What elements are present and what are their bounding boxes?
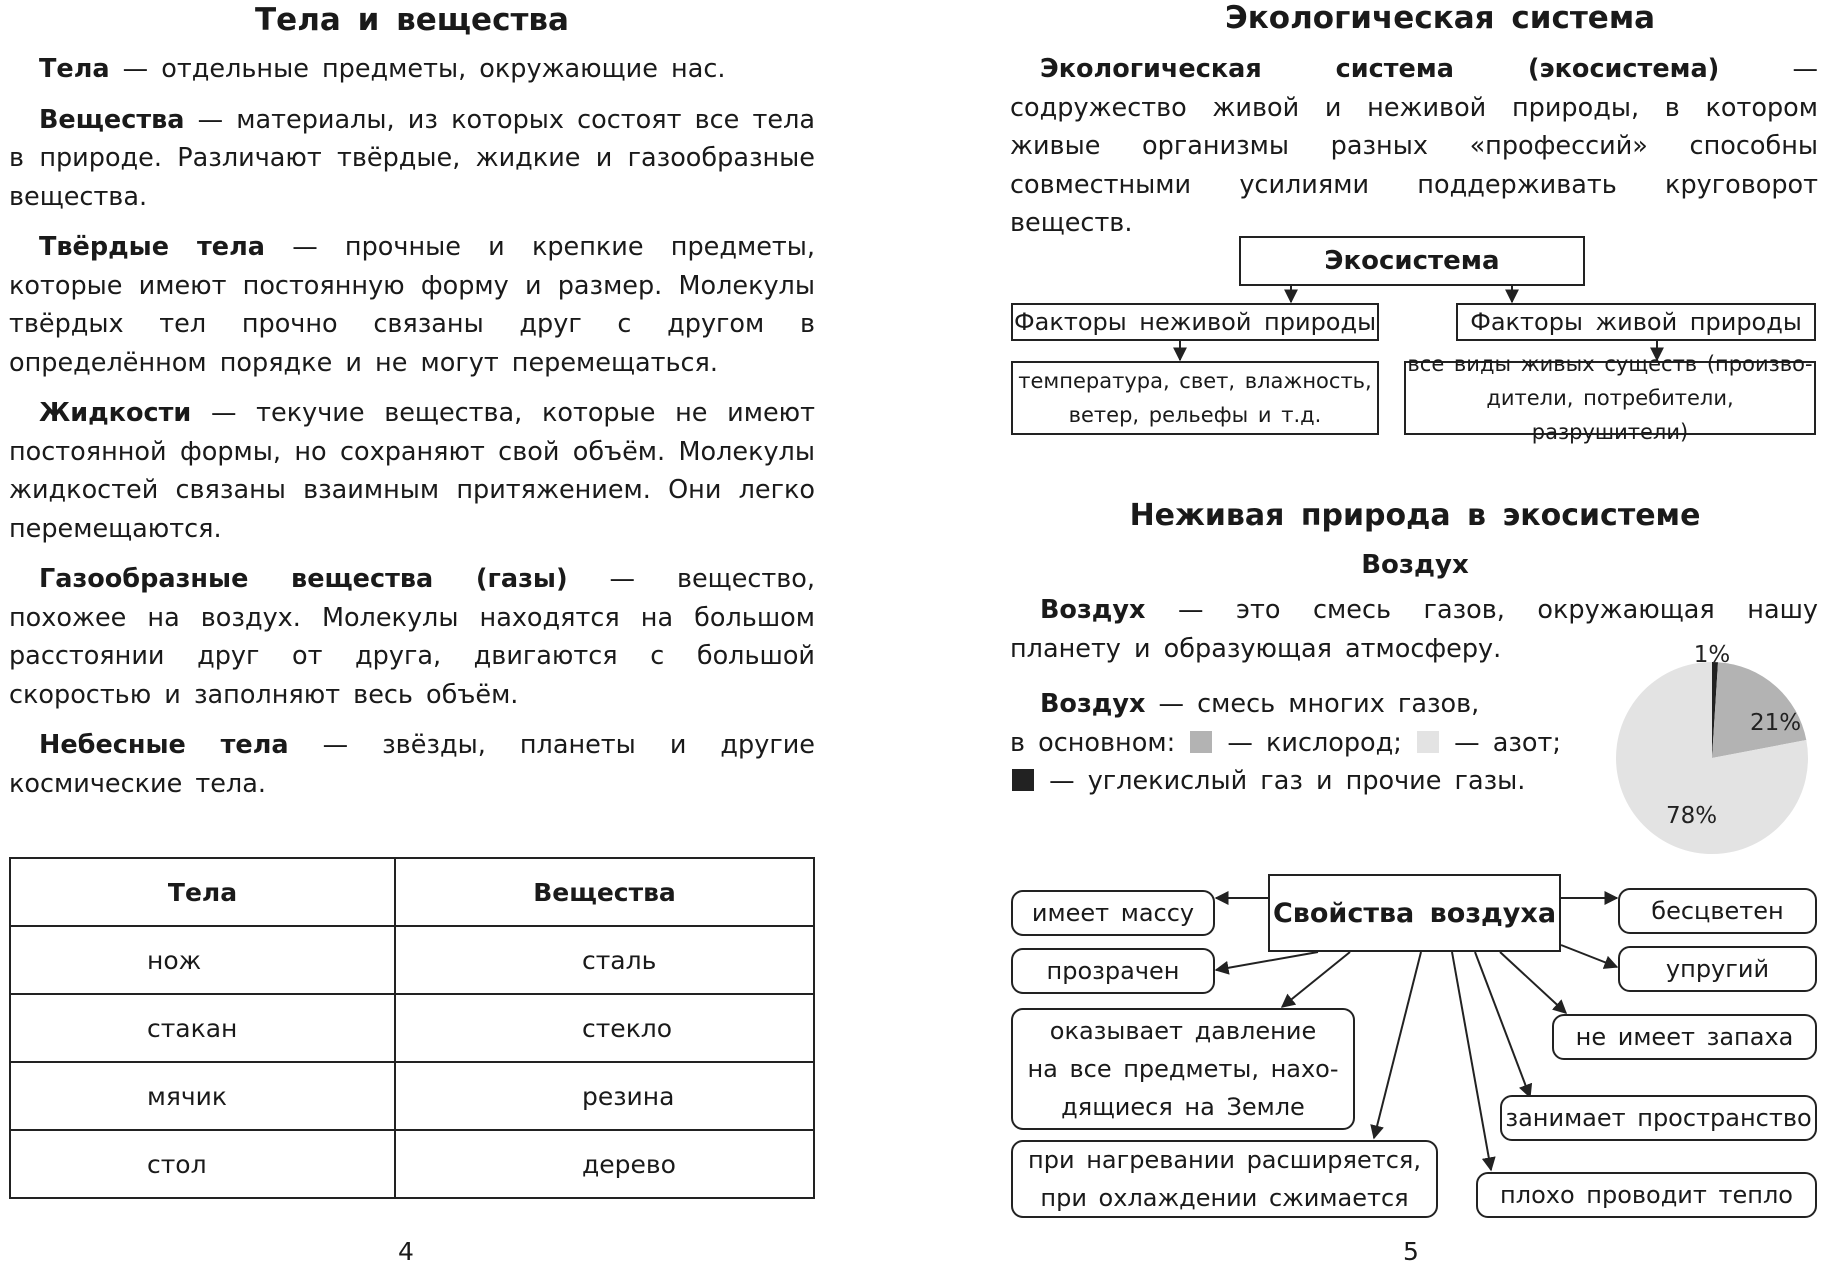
term-celestial: Небесные тела	[39, 730, 289, 760]
arrow-to-elastic	[1561, 945, 1617, 967]
nitrogen-label: — азот;	[1441, 727, 1561, 758]
term-gases: Газообразные вещества (газы)	[39, 564, 568, 594]
term-substances: Вещества	[39, 104, 185, 135]
pie-label-2: 21%	[1750, 710, 1802, 736]
property-odorless-box	[1552, 1014, 1817, 1060]
text-liquids: — текучие вещества, которые не имеют постоянной формы, но сохраняют свой объём. Молекулы жидкостей связаны взаимным притяжением. Они легко перемещаются.	[9, 398, 815, 544]
air-properties-center-box	[1268, 874, 1561, 952]
property-colorless-label: бесцветен	[1651, 897, 1784, 925]
property-pressure-line2: на все предметы, нахо-	[1027, 1055, 1339, 1083]
pie-label-3: 78%	[1666, 803, 1718, 829]
right-page-number: 5	[1403, 1237, 1419, 1266]
left-page-title: Тела и вещества	[255, 2, 569, 38]
property-mass-label: имеет массу	[1031, 899, 1195, 927]
term-ecosystem: Экологическая система (экосистема)	[1040, 54, 1720, 84]
pie-label-1: 1%	[1693, 642, 1731, 668]
table-cell-substance: резина	[395, 1062, 814, 1130]
text-substances: — материалы, из которых состоят все тела в природе. Различают твёрдые, жидкие и газообразные вещества.	[9, 104, 815, 212]
text-solids: — прочные и крепкие предметы, которые имеют постоянную форму и размер. Молекулы твёрдых тел прочно связаны друг с другом в определённом порядке и не могут перемещаться.	[9, 232, 815, 378]
text-celestial: — звёзды, планеты и другие космические тела.	[9, 730, 815, 799]
air-mix-prefix: в основном:	[1010, 727, 1189, 758]
arrow-to-pressure	[1282, 952, 1350, 1007]
property-colorless-box	[1618, 888, 1817, 934]
text-ecosystem: — содружество живой и неживой природы, в котором живые организмы разных «профессий» способны совместными усилиями поддерживать круговорот веществ.	[1010, 54, 1819, 238]
table-header-bodies: Тела	[10, 858, 395, 926]
table-cell-substance: дерево	[395, 1130, 814, 1198]
property-pressure-box	[1011, 1008, 1355, 1130]
term-solids: Твёрдые тела	[39, 232, 265, 262]
biotic-details-line1: все виды живых существ (произво-	[1407, 352, 1813, 376]
subsection-title: Воздух	[1361, 550, 1469, 580]
text-bodies: — отдельные предметы, окружающие нас.	[109, 54, 726, 84]
property-heating-line1: при нагревании расширяется,	[1028, 1146, 1421, 1174]
property-elastic-label: упругий	[1665, 955, 1770, 983]
property-transparent-label: прозрачен	[1046, 957, 1180, 985]
co2-label: — углекислый газ и прочие газы.	[1036, 766, 1526, 796]
property-pressure-line3: дящиеся на Земле	[1061, 1093, 1305, 1121]
ecosystem-root-label: Экосистема	[1324, 246, 1500, 276]
air-properties-center-label: Свойства воздуха	[1272, 897, 1557, 929]
right-page-title: Экологическая система	[1225, 0, 1656, 36]
table-cell-body: стол	[10, 1130, 395, 1198]
arrow-to-space	[1475, 952, 1530, 1097]
term-air-mix: Воздух	[1040, 689, 1146, 719]
property-transparent-box	[1011, 948, 1215, 994]
term-liquids: Жидкости	[39, 398, 192, 428]
arrow-to-heat	[1452, 952, 1491, 1170]
biotic-details-line2: дители, потребители, разрушители)	[1486, 386, 1734, 444]
arrow-to-heating	[1374, 952, 1421, 1138]
arrow-to-transparent	[1216, 952, 1318, 970]
property-odorless-label: не имеет запаха	[1575, 1023, 1794, 1051]
biotic-factors-label: Факторы живой природы	[1470, 308, 1802, 336]
property-heating-line2: при охлаждении сжимается	[1040, 1184, 1409, 1212]
property-heat-box	[1476, 1172, 1817, 1218]
table-cell-substance: стекло	[395, 994, 814, 1062]
property-space-box	[1500, 1095, 1817, 1141]
air-mix-text: — смесь многих газов,	[1145, 689, 1480, 719]
property-elastic-box	[1618, 946, 1817, 992]
property-pressure-line1: оказывает давление	[1049, 1017, 1317, 1045]
table-header-substances: Вещества	[395, 858, 814, 926]
term-bodies: Тела	[39, 54, 110, 84]
arrow-to-odorless	[1500, 952, 1566, 1013]
property-heat-label: плохо проводит тепло	[1500, 1181, 1793, 1209]
abiotic-factors-label: Факторы неживой природы	[1013, 308, 1377, 336]
text-air: — это смесь газов, окружающая нашу планету и образующая атмосферу.	[1010, 595, 1818, 664]
table-cell-body: стакан	[10, 994, 395, 1062]
oxygen-label: — кислород;	[1214, 727, 1415, 758]
property-space-label: занимает пространство	[1505, 1104, 1812, 1132]
property-mass-box	[1011, 890, 1215, 936]
table-cell-substance: сталь	[395, 926, 814, 994]
text-gases: — вещество, похожее на воздух. Молекулы находятся на большом расстоянии друг от друга, двигаются с большой скоростью и заполняют весь объём.	[9, 564, 815, 710]
abiotic-details-line1: температура, свет, влажность,	[1018, 369, 1372, 393]
table-cell-body: мячик	[10, 1062, 395, 1130]
property-heating-box	[1011, 1140, 1438, 1218]
abiotic-details-line2: ветер, рельефы и т.д.	[1068, 403, 1322, 427]
table-cell-body: нож	[10, 926, 395, 994]
term-air: Воздух	[1040, 595, 1146, 625]
section-title: Неживая природа в экосистеме	[1129, 498, 1701, 533]
left-page-number: 4	[398, 1237, 414, 1266]
